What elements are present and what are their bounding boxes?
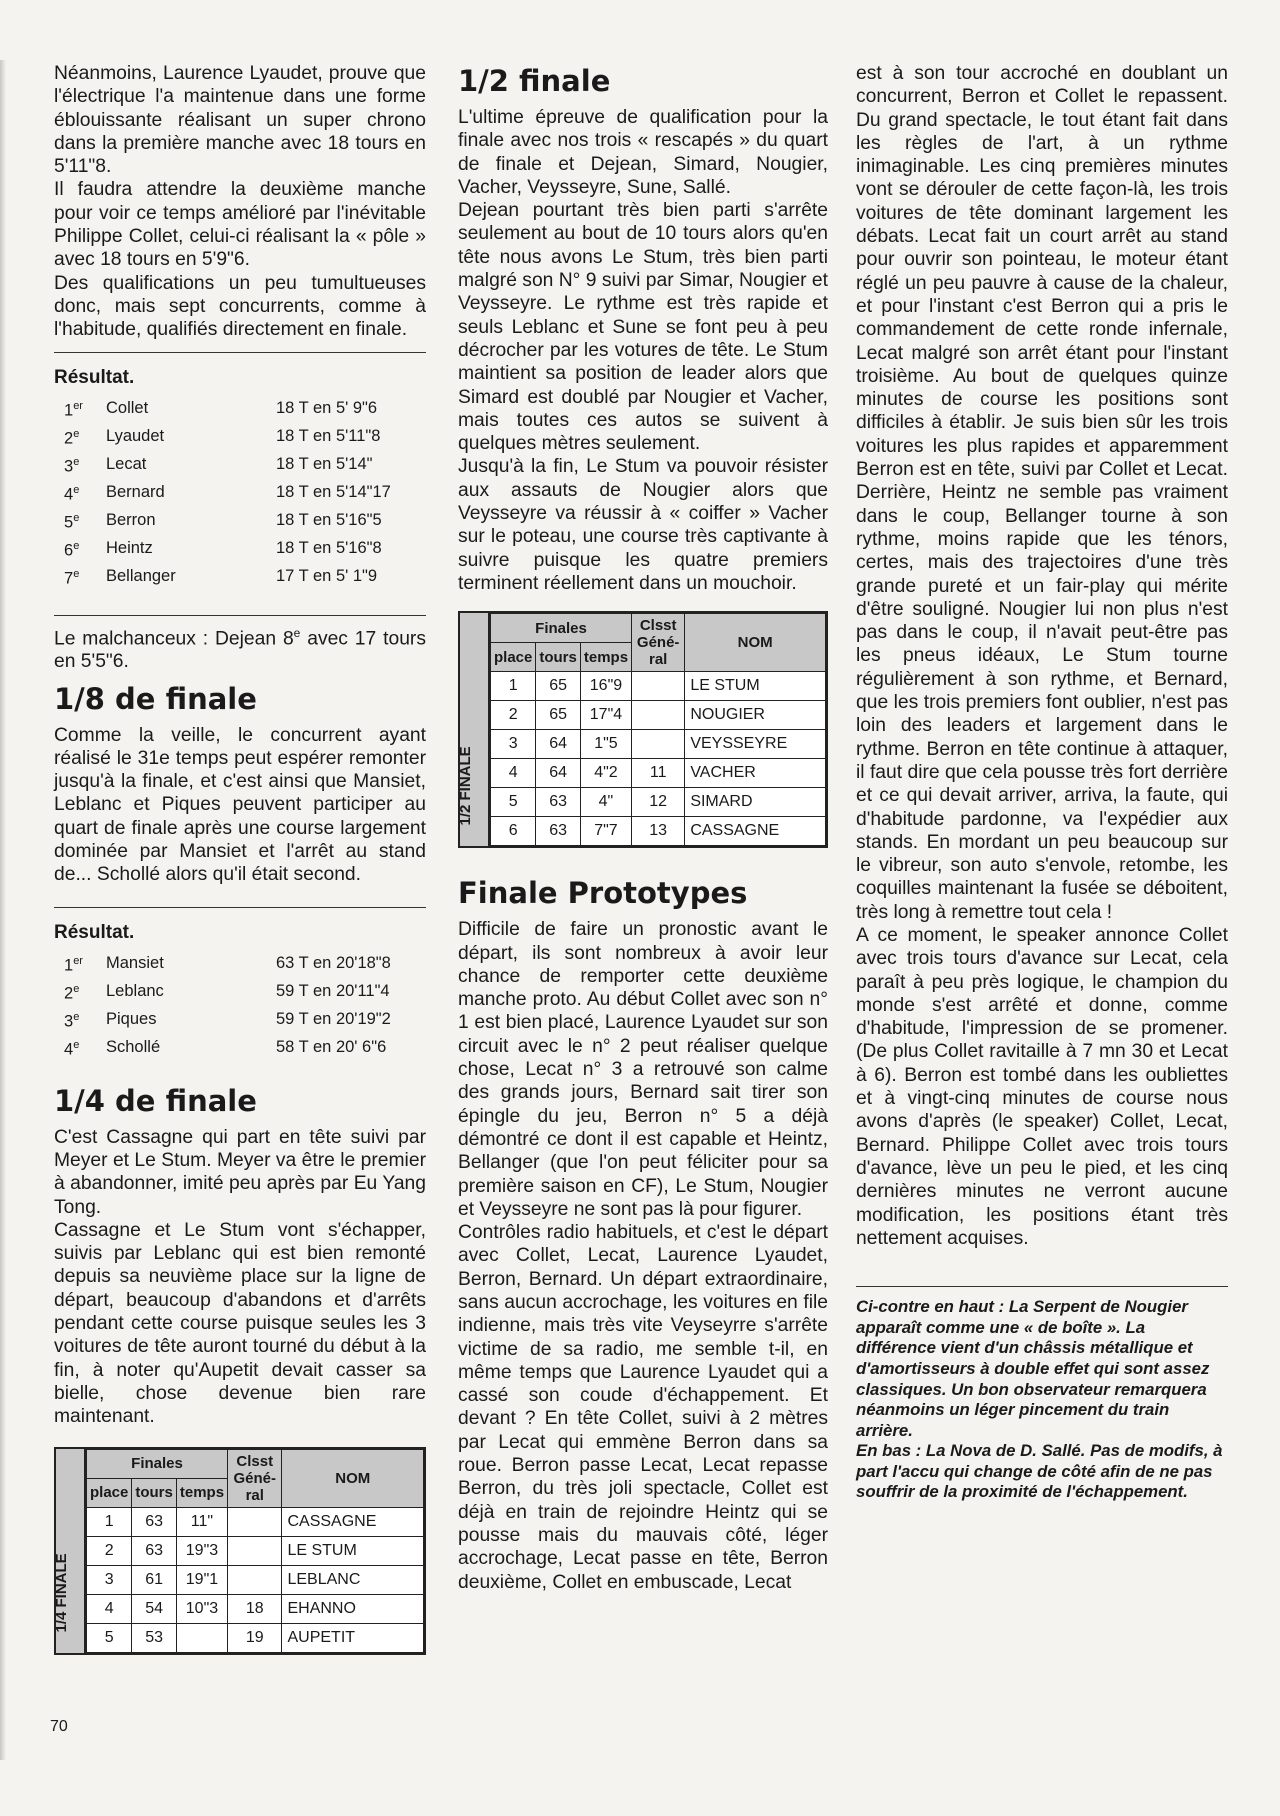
paragraph: Difficile de faire un pronostic avant le départ, ils sont nombreux à avoir leur chance de remporter cette deuxième manche proto. Au début Collet avec son n° 1 est bien placé, Laurence Lyaudet sur son circuit avec le n° 2 peut réaliser quelque chose, Lecat n° 3 a retrouvé son calme des grands jours, Bernard sait tirer son épingle du jeu, Berron n° 5 a déjà démontré ce dont il est capable et Heintz, Bellanger (que l'on peut féliciter pour sa première saison en CF), Le Stum, Nougier et Veysseyre ne sont pas là pour figurer. xyxy=(458,919,828,1220)
result-time: 63 T en 20'18"8 xyxy=(276,953,391,972)
page-number: 70 xyxy=(50,1718,68,1735)
paragraph: A ce moment, le speaker annonce Collet avec trois tours d'avance sur Lecat, cela paraît à peu près logique, le champion du monde s'est arrêté et donne, comme d'habitude, l'impression de se promener. (De plus Collet ravitaille à 7 mn 30 et Lecat à 6). Berron est tombé dans les oubliettes et à vingt-cinq minutes de course nous avons d'après (le speaker) Collet, Lecat, Bernard. Philippe Collet avec trois tours d'avance, lève un peu le pied, et les cinq dernières minutes ne verront aucune modification, les positions étant très nettement acquises. xyxy=(856,924,1228,1249)
table-cell: 1 xyxy=(491,672,536,701)
result-time: 18 T en 5'16"8 xyxy=(276,538,382,557)
table-row xyxy=(87,1594,424,1623)
rank: 1er xyxy=(64,399,83,420)
result-title: Résultat. xyxy=(54,366,135,388)
driver-name: Heintz xyxy=(106,538,153,557)
header-nom: NOM xyxy=(685,614,826,672)
table-cell: SIMARD xyxy=(685,788,826,817)
table-cell: 63 xyxy=(132,1536,177,1565)
paragraph: Néanmoins, Laurence Lyaudet, prouve que l'électrique l'a maintenue dans une forme éblouissante réalisant un super chrono dans la première manche avec 18 tours en 5'11"8. xyxy=(54,63,426,178)
table-row xyxy=(87,1565,424,1594)
table-cell: 19 xyxy=(228,1623,282,1652)
result-row xyxy=(54,978,426,1006)
table-cell: 3 xyxy=(87,1565,132,1594)
paragraph: Il faudra attendre la deuxième manche pour voir ce temps amélioré par l'inévitable Philippe Collet, celui-ci réalisant la « pôle » avec 18 tours en 5'9"6. xyxy=(54,179,426,271)
table-cell: CASSAGNE xyxy=(685,817,826,846)
table-cell: 4" xyxy=(580,788,631,817)
driver-name: Piques xyxy=(106,1009,157,1028)
result-time: 18 T en 5'16"5 xyxy=(276,510,382,529)
result-title: Résultat. xyxy=(54,921,135,943)
table-cell xyxy=(632,672,685,701)
table-cell: 63 xyxy=(536,817,581,846)
table-cell: 2 xyxy=(87,1536,132,1565)
header-temps: temps xyxy=(580,643,631,672)
table-cell: VEYSSEYRE xyxy=(685,730,826,759)
result-time: 18 T en 5'14" xyxy=(276,454,373,473)
table-side-label: 1/2 FINALE xyxy=(460,613,490,846)
table-cell: 4 xyxy=(491,759,536,788)
paragraph: Des qualifications un peu tumultueuses donc, mais sept concurrents, comme à l'habitude, qualifiés directement en finale. xyxy=(54,272,426,341)
table-cell: 64 xyxy=(536,759,581,788)
table-row xyxy=(87,1507,424,1536)
table-row xyxy=(491,672,826,701)
table-cell xyxy=(228,1536,282,1565)
page-edge-shadow xyxy=(0,60,6,1760)
table-cell: 1"5 xyxy=(580,730,631,759)
result-time: 18 T en 5'14"17 xyxy=(276,482,391,501)
result-time: 18 T en 5' 9"6 xyxy=(276,398,378,417)
table-cell: 65 xyxy=(536,672,581,701)
photo-caption: En bas : La Nova de D. Sallé. Pas de modifs, à part l'accu qui change de côté afin de ne pas souffrir de la proximité de l'échappement. xyxy=(856,1441,1223,1502)
driver-name: Lecat xyxy=(106,454,147,473)
rank: 3e xyxy=(64,1010,80,1031)
result-row xyxy=(54,535,426,563)
rank: 2e xyxy=(64,982,80,1003)
result-table-qualifications xyxy=(54,395,426,591)
header-place: place xyxy=(87,1478,132,1507)
table-cell: CASSAGNE xyxy=(282,1507,424,1536)
result-time: 58 T en 20' 6"6 xyxy=(276,1037,387,1056)
table-cell: 10"3 xyxy=(176,1594,227,1623)
column-3 xyxy=(856,62,1228,1503)
rank: 7e xyxy=(64,567,80,588)
quarter-final-table xyxy=(54,1447,426,1655)
half-final-table xyxy=(458,611,828,848)
result-row xyxy=(54,423,426,451)
table-cell: 63 xyxy=(536,788,581,817)
table-cell: LEBLANC xyxy=(282,1565,424,1594)
result-row xyxy=(54,395,426,423)
paragraph: Jusqu'à la fin, Le Stum va pouvoir résister aux assauts de Nougier alors que Veysseyre va réussir à « coiffer » Vacher sur le poteau, une course très captivante à suivre puisque les quatre premiers terminent réellement dans un mouchoir. xyxy=(458,456,828,594)
header-tours: tours xyxy=(536,643,581,672)
table-cell: 4 xyxy=(87,1594,132,1623)
table-row xyxy=(491,701,826,730)
rank: 3e xyxy=(64,455,80,476)
header-nom: NOM xyxy=(282,1449,424,1507)
table-side-label: 1/4 FINALE xyxy=(56,1449,86,1653)
photo-caption: Ci-contre en haut : La Serpent de Nougier apparaît comme une « de boîte ». La différence vient d'un châssis métallique et d'amortisseurs à double effet qui sont assez classiques. Un bon observateur remarquera néanmoins un léger pincement du train arrière. xyxy=(856,1297,1210,1440)
paragraph: C'est Cassagne qui part en tête suivi par Meyer et Le Stum. Meyer va être le premier à abandonner, imité peu après par Eu Yang Tong. xyxy=(54,1126,426,1218)
header-finales: Finales xyxy=(87,1449,228,1478)
result-row xyxy=(54,451,426,479)
paragraph: est à son tour accroché en doublant un concurrent, Berron et Collet le repassent. Du grand spectacle, le tout étant fait dans les règles de l'art, à un rythme inimaginable. Les cinq premières minutes vont se dérouler de cette façon-là, les trois voitures de tête dominant largement les débats. Lecat fait un court arrêt au stand pour ouvrir son pointeau, le moteur étant réglé un peu pauvre à cause de la chaleur, et pour l'instant c'est Berron qui a pris le commandement de cette ronde infernale, Lecat malgré son arrêt étant pour l'instant troisième. Au bout de quelques quinze minutes de course les positions sont difficiles à établir. Je suis bien sûr les trois voitures les plus rapides et apparemment Berron est en tête, suivi par Collet et Lecat. Derrière, Heintz ne semble pas vraiment dans le coup, Bellanger tourne à son rythme, moins rapide que les ténors, certes, mais des trajectoires d'une très grande pureté et un fair-play qui mérite d'être souligné. Nougier lui non plus n'est pas dans le coup, il n'avait peut-être pas les pneus idéaux, Le Stum tourne régulièrement à son rythme, et Bernard, que les trois premiers font oublier, n'est pas loin des leaders et largement dans le rythme. Berron en tête continue à attaquer, il faut dire que cela pousse très fort derrière et ce qui devait arriver, arriva, la faute, qui d'habitude pardonne, va l'expédier aux stands. En mordant un peu beaucoup sur le vibreur, son auto s'envole, retombe, les coquilles maintenant la fusée se déboitent, très long à remettre tout cela ! xyxy=(856,63,1228,923)
rank: 4e xyxy=(64,1038,80,1059)
divider xyxy=(54,352,426,353)
rank: 6e xyxy=(64,539,80,560)
table-cell: 5 xyxy=(491,788,536,817)
rank: 1er xyxy=(64,954,83,975)
table-cell: 54 xyxy=(132,1594,177,1623)
table-row xyxy=(87,1536,424,1565)
table-cell: AUPETIT xyxy=(282,1623,424,1652)
result-row xyxy=(54,507,426,535)
table-cell: 19"1 xyxy=(176,1565,227,1594)
table-cell: 61 xyxy=(132,1565,177,1594)
table-row xyxy=(87,1623,424,1652)
table-cell xyxy=(228,1565,282,1594)
table-cell: 11" xyxy=(176,1507,227,1536)
table-cell: 2 xyxy=(491,701,536,730)
rank: 2e xyxy=(64,427,80,448)
table-cell xyxy=(228,1507,282,1536)
paragraph: Dejean pourtant très bien parti s'arrête seulement au bout de 10 tours alors qu'en tête nous avons Le Stum, très bien parti malgré son N° 9 suivi par Simar, Nougier et Veysseyre. Le rythme est très rapide et seuls Leblanc et Sune se font peu à peu décrocher par les votures de tête. Le Stum maintient sa position de leader alors que Simard est doublé par Nougier et Vacher, mais toutes ces autos se suivent à quelques mètres seulement. xyxy=(458,200,828,455)
table-cell: EHANNO xyxy=(282,1594,424,1623)
heading-half-final: 1/2 finale xyxy=(458,64,611,98)
table-cell: NOUGIER xyxy=(685,701,826,730)
column-2 xyxy=(458,62,828,1594)
table-row xyxy=(491,817,826,846)
result-row xyxy=(54,1034,426,1062)
driver-name: Collet xyxy=(106,398,149,417)
table-cell xyxy=(632,701,685,730)
table-cell: 63 xyxy=(132,1507,177,1536)
table-cell: VACHER xyxy=(685,759,826,788)
result-row xyxy=(54,563,426,591)
table-cell: LE STUM xyxy=(685,672,826,701)
table-cell: 18 xyxy=(228,1594,282,1623)
table-cell: 64 xyxy=(536,730,581,759)
result-row xyxy=(54,1006,426,1034)
result-time: 18 T en 5'11"8 xyxy=(276,426,381,445)
driver-name: Schollé xyxy=(106,1037,161,1056)
driver-name: Bernard xyxy=(106,482,165,501)
heading-eighth-final: 1/8 de finale xyxy=(54,681,257,716)
rank: 5e xyxy=(64,511,80,532)
rank: 4e xyxy=(64,483,80,504)
table-cell: 6 xyxy=(491,817,536,846)
malchanceux-note: Le malchanceux : Dejean 8e avec 17 tours en 5'5"6. xyxy=(54,625,426,673)
table-cell: 13 xyxy=(632,817,685,846)
result-row xyxy=(54,479,426,507)
driver-name: Bellanger xyxy=(106,566,176,585)
table-cell xyxy=(176,1623,227,1652)
table-cell: 16"9 xyxy=(580,672,631,701)
table-cell: 53 xyxy=(132,1623,177,1652)
paragraph: Comme la veille, le concurrent ayant réalisé le 31e temps peut espérer remonter jusqu'à la finale, et c'est ainsi que Mansiet, Leblanc et Piques peuvent participer au quart de finale après une course largement dominée par Mansiet et l'arrêt au stand de... Schollé alors qu'il était second. xyxy=(54,724,426,886)
table-row xyxy=(491,759,826,788)
paragraph: Cassagne et Le Stum vont s'échapper, suivis par Leblanc qui est bien remonté depuis sa neuvième place sur la ligne de départ, beaucoup d'abandons et d'arrêts pendant cette course puisque seules les 3 voitures de tête auront tourné du début à la fin, à noter qu'Aupetit devait casser sa bielle, chose devenue bien rare maintenant. xyxy=(54,1219,426,1428)
divider xyxy=(54,615,426,616)
header-clsst: Clsst Géné-ral xyxy=(632,614,685,672)
driver-name: Leblanc xyxy=(106,981,164,1000)
header-finales: Finales xyxy=(491,614,632,643)
column-1 xyxy=(54,62,426,1655)
table-cell: LE STUM xyxy=(282,1536,424,1565)
result-time: 59 T en 20'19"2 xyxy=(276,1009,391,1028)
table-cell: 65 xyxy=(536,701,581,730)
header-clsst: Clsst Géné-ral xyxy=(228,1449,282,1507)
table-cell: 19"3 xyxy=(176,1536,227,1565)
header-place: place xyxy=(491,643,536,672)
table-cell: 17"4 xyxy=(580,701,631,730)
driver-name: Mansiet xyxy=(106,953,164,972)
heading-quarter-final: 1/4 de finale xyxy=(54,1083,257,1118)
driver-name: Berron xyxy=(106,510,156,529)
table-cell: 4"2 xyxy=(580,759,631,788)
table-cell: 1 xyxy=(87,1507,132,1536)
table-cell: 5 xyxy=(87,1623,132,1652)
result-table-eighth-final xyxy=(54,950,426,1062)
header-tours: tours xyxy=(132,1478,177,1507)
result-time: 17 T en 5' 1"9 xyxy=(276,566,378,585)
divider xyxy=(54,907,426,908)
heading-prototypes: Finale Prototypes xyxy=(458,876,748,911)
paragraph: L'ultime épreuve de qualification pour la finale avec nos trois « rescapés » du quart de finale et Dejean, Simard, Nougier, Vacher, Veysseyre, Sune, Sallé. xyxy=(458,107,828,198)
table-cell: 3 xyxy=(491,730,536,759)
table-cell: 11 xyxy=(632,759,685,788)
driver-name: Lyaudet xyxy=(106,426,165,445)
table-row xyxy=(491,788,826,817)
paragraph: Contrôles radio habituels, et c'est le départ avec Collet, Lecat, Laurence Lyaudet, Berron, Bernard. Un départ extraordinaire, sans aucun accrochage, les voitures en file indienne, mais très vite Veyseyrre s'arrête victime de sa radio, me semble t-il, en même temps que Laurence Lyaudet qui a cassé son coude d'échappement. Et devant ? En tête Collet, suivi à 2 mètres par Lecat qui emmène Berron dans sa roue. Berron passe Lecat, Lecat repasse Berron, du très joli spectacle, Collet est déjà en train de rejoindre Heintz qui se pousse mais du mauvais côté, léger accrochage, Lecat passe en tête, Berron deuxième, Collet en embuscade, Lecat xyxy=(458,1222,828,1593)
table-cell: 7"7 xyxy=(580,817,631,846)
result-row xyxy=(54,950,426,978)
result-time: 59 T en 20'11"4 xyxy=(276,981,390,1000)
table-row xyxy=(491,730,826,759)
table-cell xyxy=(632,730,685,759)
divider xyxy=(856,1286,1228,1287)
ranking-table xyxy=(86,1449,424,1653)
header-temps: temps xyxy=(176,1478,227,1507)
table-cell: 12 xyxy=(632,788,685,817)
ranking-table xyxy=(490,613,826,846)
